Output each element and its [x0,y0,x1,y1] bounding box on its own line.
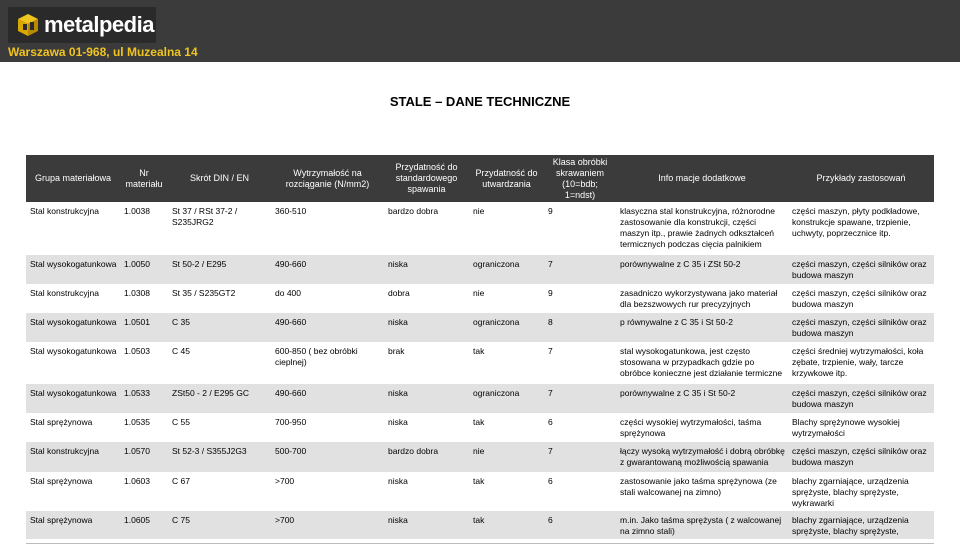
column-header: Skrót DIN / EN [168,155,271,202]
cell-strength: 490-660 [271,384,384,413]
bottom-rule [26,543,934,544]
cell-applications: części maszyn, części silników oraz budowa maszyn [788,255,934,284]
cell-din-code: C 75 [168,511,271,539]
column-header: Przydatność do utwardzania [469,155,544,202]
cell-weldability: bardzo dobra [388,206,439,216]
logo-text: metalpedia [44,12,154,37]
cell-applications: części maszyn, części silników oraz budowa maszyn [792,288,927,309]
cell-weldability: brak [388,346,405,356]
cell-material-number: 1.0501 [120,313,168,342]
cell-info: p równywalne z C 35 i St 50-2 [616,313,788,342]
cell-weldability: niska [384,511,469,539]
table-row [26,511,934,539]
table-row [26,202,934,255]
table-row [26,313,934,342]
cell-machining-class: 7 [548,346,553,356]
cell-machining-class: 6 [544,511,616,539]
cell-applications: blachy zgarniające, urządzenia sprężyste, blachy sprężyste, wykrawarki [792,476,909,508]
column-header: Przykłady zastosowań [788,155,934,202]
cell-info: klasyczna stal konstrukcyjna, różnorodne zastosowanie dla konstrukcji, części maszyn itp., prawie żadnych odkształceń termicznych podczas cięcia palnikiem [620,206,775,249]
cell-din-code: St 37 / RSt 37-2 / S235JRG2 [172,206,238,227]
cell-applications: części średniej wytrzymałości, koła zębate, trzpienie, wały, tarcze krzywkowe itp. [792,346,924,378]
cell-applications: części maszyn, części silników oraz budowa maszyn [788,313,934,342]
cell-hardenability: tak [473,417,485,427]
cell-weldability: niska [384,255,469,284]
cell-strength: 600-850 ( bez obróbki cieplnej) [275,346,358,367]
cell-hardenability: tak [473,476,485,486]
cell-machining-class: 7 [544,255,616,284]
cell-weldability: niska [388,417,408,427]
cell-machining-class: 9 [548,288,553,298]
logo-cube-icon [15,12,41,38]
cell-strength: 500-700 [271,442,384,472]
table-row [26,284,934,313]
cell-info: zastosowanie jako taśma sprężynowa (ze stali walcowanej na zimno) [620,476,777,497]
cell-din-code: C 55 [172,417,190,427]
cell-machining-class: 6 [548,476,553,486]
cell-group: Stal konstrukcyjna [26,442,120,472]
cell-strength: do 400 [275,288,301,298]
cell-group: Stal wysokogatunkowa [26,384,120,413]
cell-strength: >700 [271,511,384,539]
cell-group: Stal wysokogatunkowa [26,313,120,342]
table-row [26,255,934,284]
table-header-row [26,155,934,202]
cell-group: Stal konstrukcyjna [30,288,99,298]
cell-weldability: niska [384,384,469,413]
cell-din-code: C 45 [172,346,190,356]
cell-group: Stal konstrukcyjna [30,206,99,216]
cell-din-code: C 67 [172,476,190,486]
cell-hardenability: nie [469,442,544,472]
cell-info: porównywalne z C 35 i ZSt 50-2 [616,255,788,284]
table-row [26,342,934,384]
cell-group: Stal sprężynowa [26,511,120,539]
table-row [26,384,934,413]
cell-din-code: St 52-3 / S355J2G3 [168,442,271,472]
cell-applications: części maszyn, części silników oraz budowa maszyn [788,442,934,472]
cell-applications: części maszyn, płyty podkładowe, konstrukcje spawane, trzpienie, uchwyty, poprzecznice itp. [792,206,920,238]
cell-applications: blachy zgarniające, urządzenia sprężyste, blachy sprężyste, [788,511,934,539]
cell-strength: 700-950 [275,417,307,427]
table-row [26,472,934,511]
page-title: STALE – DANE TECHNICZNE [389,94,571,109]
cell-weldability: bardzo dobra [384,442,469,472]
cell-machining-class: 9 [548,206,553,216]
cell-machining-class: 7 [544,384,616,413]
cell-material-number: 1.0533 [120,384,168,413]
column-header: Wytrzymałość na rozciąganie (N/mm2) [271,155,384,202]
logo[interactable] [8,7,156,43]
cell-din-code: ZSt50 - 2 / E295 GC [168,384,271,413]
cell-weldability: niska [384,313,469,342]
cell-strength: 490-660 [271,255,384,284]
cell-info: części wysokiej wytrzymałości, taśma sprężynowa [620,417,762,438]
column-header: Klasa obróbki skrawaniem (10=bdb; 1=ndst) [544,155,616,202]
cell-hardenability: ograniczona [469,384,544,413]
cell-material-number: 1.0570 [120,442,168,472]
table-row [26,442,934,472]
cell-material-number: 1.0605 [120,511,168,539]
cell-din-code: C 35 [168,313,271,342]
cell-hardenability: ograniczona [469,313,544,342]
cell-info: m.in. Jako taśma sprężysta ( z walcowanej na zimno stali) [616,511,788,539]
header-bar [0,0,960,62]
steel-data-table [26,155,934,539]
cell-material-number: 1.0050 [120,255,168,284]
cell-material-number: 1.0603 [124,476,150,486]
cell-weldability: dobra [388,288,410,298]
cell-group: Stal wysokogatunkowa [26,255,120,284]
cell-strength: 360-510 [275,206,307,216]
cell-info: łączy wysoką wytrzymałość i dobrą obróbkę z gwarantowaną możliwością spawania [616,442,788,472]
cell-material-number: 1.0535 [124,417,150,427]
cell-group: Stal sprężynowa [30,476,93,486]
cell-info: zasadniczo wykorzystywana jako materiał dla bezszwowych rur precyzyjnych [620,288,778,309]
cell-machining-class: 8 [544,313,616,342]
cell-material-number: 1.0308 [124,288,150,298]
cell-machining-class: 6 [548,417,553,427]
cell-group: Stal wysokogatunkowa [30,346,117,356]
cell-weldability: niska [388,476,408,486]
cell-machining-class: 7 [544,442,616,472]
cell-din-code: St 35 / S235GT2 [172,288,236,298]
cell-strength: >700 [275,476,295,486]
cell-material-number: 1.0503 [124,346,150,356]
column-header: Nr materiału [120,155,168,202]
column-header: Grupa materiałowa [26,155,120,202]
column-header: Przydatność do standardowego spawania [384,155,469,202]
cell-info: stal wysokogatunkowa, jest często stosowana w przypadkach gdzie po obróbce konieczne jest działanie termiczne [620,346,783,378]
cell-applications: Blachy sprężynowe wysokiej wytrzymałości [792,417,900,438]
company-address: Warszawa 01-968, ul Muzealna 14 [8,45,198,59]
cell-strength: 490-660 [271,313,384,342]
cell-hardenability: nie [473,206,485,216]
cell-applications: części maszyn, części silników oraz budowa maszyn [788,384,934,413]
cell-hardenability: nie [473,288,485,298]
cell-group: Stal sprężynowa [30,417,93,427]
cell-info: porównywalne z C 35 i St 50-2 [616,384,788,413]
cell-hardenability: tak [473,346,485,356]
cell-hardenability: tak [469,511,544,539]
table-row [26,413,934,442]
cell-din-code: St 50-2 / E295 [168,255,271,284]
cell-hardenability: ograniczona [469,255,544,284]
column-header: Info macje dodatkowe [616,155,788,202]
cell-material-number: 1.0038 [124,206,150,216]
